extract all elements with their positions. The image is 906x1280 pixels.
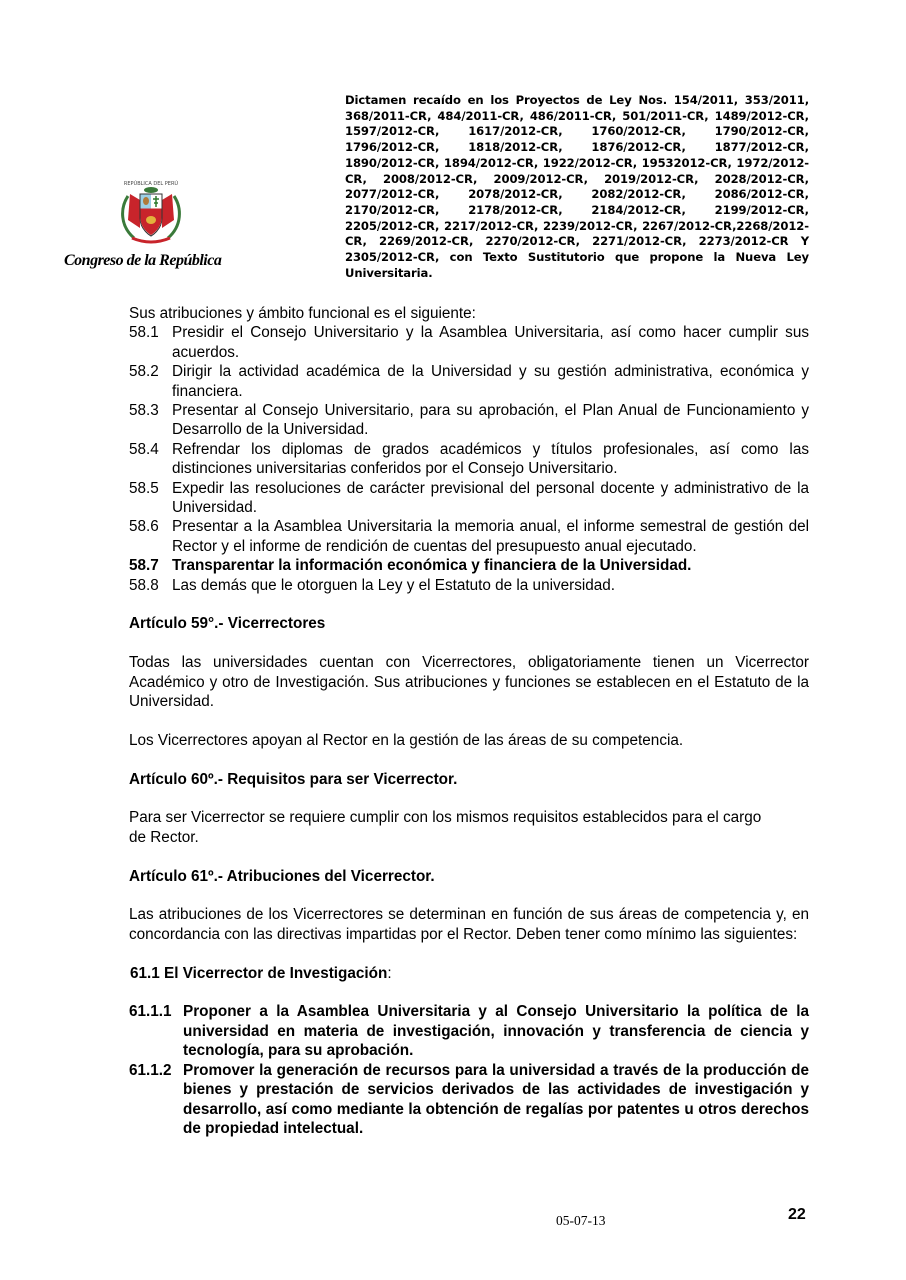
item-number: 58.1 bbox=[129, 324, 159, 342]
item-number: 61.1.1 bbox=[129, 1003, 172, 1021]
list-item-58-6 bbox=[129, 517, 809, 556]
item-number: 58.2 bbox=[129, 363, 159, 381]
article-60-title: Artículo 60º.- Requisitos para ser Vicerrector. bbox=[129, 770, 458, 788]
item-text: Promover la generación de recursos para la universidad a través de la producción de bienes y prestación de servicios derivados de las actividades de investigación y desarrollo, así como mediante la obtención de regalías por patentes u otros derechos de propiedad intelectual. bbox=[183, 1061, 809, 1137]
item-text: Proponer a la Asamblea Universitaria y al Consejo Universitario la política de la universidad en materia de investigación, innovación y transferencia de ciencia y tecnología, para su aprobación. bbox=[183, 1003, 809, 1060]
subsection-title-text: 61.1 El Vicerrector de Investigación bbox=[130, 964, 388, 982]
item-text: Presentar al Consejo Universitario, para su aprobación, el Plan Anual de Funcionamiento y Desarrollo de la Universidad. bbox=[172, 402, 809, 439]
item-number: 58.5 bbox=[129, 479, 159, 497]
item-text: Presidir el Consejo Universitario y la Asamblea Universitaria, así como hacer cumplir sus acuerdos. bbox=[172, 324, 809, 361]
item-text: Las demás que le otorguen la Ley y el Estatuto de la universidad. bbox=[172, 576, 616, 594]
article-59-title: Artículo 59°.- Vicerrectores bbox=[129, 615, 326, 633]
item-number: 58.7 bbox=[129, 557, 159, 575]
item-number: 61.1.2 bbox=[129, 1061, 172, 1079]
article-60-paragraph-1: Para ser Vicerrector se requiere cumplir con los mismos requisitos establecidos para el cargo de Rector. bbox=[129, 809, 762, 846]
subsection-colon: : bbox=[387, 964, 392, 982]
coat-of-arms-icon bbox=[112, 176, 190, 248]
page-number: 22 bbox=[788, 1206, 806, 1223]
item-text: Expedir las resoluciones de carácter previsional del personal docente y administrativo de la Universidad. bbox=[172, 479, 809, 517]
list-item-61-1-2 bbox=[129, 1061, 809, 1139]
list-item-58-7 bbox=[129, 556, 809, 575]
article-61-title: Artículo 61º.- Atribuciones del Vicerrector. bbox=[129, 867, 435, 885]
list-item-61-1-1 bbox=[129, 1002, 809, 1060]
institution-name: Congreso de la República bbox=[64, 252, 222, 269]
item-number: 58.3 bbox=[129, 402, 159, 420]
list-item-58-3 bbox=[129, 401, 809, 440]
list-item-58-5 bbox=[129, 479, 809, 518]
article-59-paragraph-2: Los Vicerrectores apoyan al Rector en la gestión de las áreas de su competencia. bbox=[129, 731, 684, 749]
subsection-61-1-title bbox=[129, 964, 809, 983]
article-61-paragraph-1: Las atribuciones de los Vicerrectores se determinan en función de sus áreas de competencia y, en concordancia con las directivas impartidas por el Rector. Deben tener como mínimo las siguientes: bbox=[129, 906, 809, 943]
intro-text: Sus atribuciones y ámbito funcional es el siguiente: bbox=[129, 305, 476, 322]
list-item-58-2 bbox=[129, 362, 809, 401]
list-item-58-1 bbox=[129, 323, 809, 362]
item-text: Presentar a la Asamblea Universitaria la memoria anual, el informe semestral de gestión del Rector y el informe de rendición de cuentas del presupuesto anual ejecutado. bbox=[172, 518, 809, 555]
item-text: Refrendar los diplomas de grados académicos y títulos profesionales, así como las distinciones universitarias conferidos por el Consejo Universitario. bbox=[172, 440, 809, 478]
document-body bbox=[129, 304, 809, 1138]
item-number: 58.4 bbox=[129, 440, 159, 458]
list-item-58-4 bbox=[129, 440, 809, 479]
footer-date: 05-07-13 bbox=[556, 1213, 606, 1228]
article-59-paragraph-1: Todas las universidades cuentan con Vicerrectores, obligatoriamente tienen un Vicerrector Académico y otro de Investigación. Sus atribuciones y funciones se establecen en el Estatuto de la Universidad. bbox=[129, 654, 809, 711]
dictamen-header: Dictamen recaído en los Proyectos de Ley Nos. 154/2011, 353/2011, 368/2011-CR, 484/2011-CR, 486/2011-CR, 501/2011-CR, 1489/2012-CR, 1597/2012-CR, 1617/2012-CR, 1760/2012-CR, 1790/2012-CR, 1796/2012-CR, 1818/2012-CR, 1876/2012-CR, 1877/2012-CR, 1890/2012-CR, 1894/2012-CR, 1922/2012-CR, 19532012-CR, 1972/2012-CR, 2008/2012-CR, 2009/2012-CR, 2019/2012-CR, 2028/2012-CR, 2077/2012-CR, 2078/2012-CR, 2082/2012-CR, 2086/2012-CR, 2170/2012-CR, 2178/2012-CR, 2184/2012-CR, 2199/2012-CR, 2205/2012-CR, 2217/2012-CR, 2239/2012-CR, 2267/2012-CR,2268/2012-CR, 2269/2012-CR, 2270/2012-CR, 2271/2012-CR, 2273/2012-CR Y 2305/2012-CR, con Texto Sustitutorio que propone la Nueva Ley Universitaria. bbox=[345, 93, 809, 280]
seal-text: REPÚBLICA DEL PERÚ bbox=[123, 181, 179, 187]
item-text: Transparentar la información económica y financiera de la Universidad. bbox=[172, 557, 692, 575]
item-text: Dirigir la actividad académica de la Universidad y su gestión administrativa, económica y financiera. bbox=[172, 363, 809, 400]
item-number: 58.6 bbox=[129, 518, 159, 536]
item-number: 58.8 bbox=[129, 576, 159, 594]
list-item-58-8 bbox=[129, 576, 809, 595]
